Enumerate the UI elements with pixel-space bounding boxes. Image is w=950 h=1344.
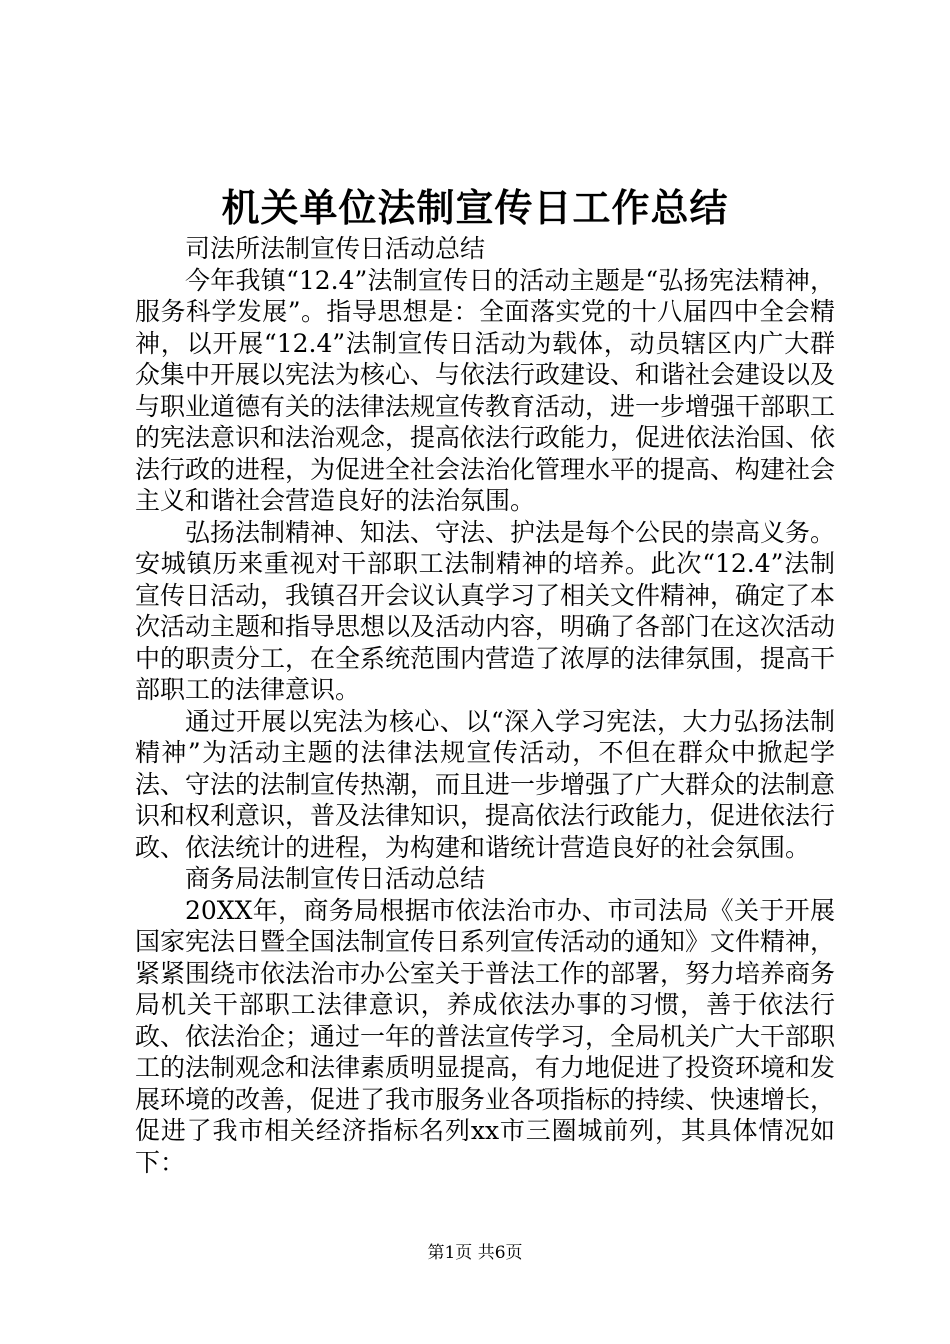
document-title: 机关单位法制宣传日工作总结	[221, 185, 729, 230]
body-paragraph: 通过开展以宪法为核心、以“深入学习宪法，大力弘扬法制精神”为活动主题的法律法规宣传活动，不但在群众中掀起学法、守法的法制宣传热潮，而且进一步增强了广大群众的法制意识和权利意识，普及法律知识，提高依法行政能力，促进依法行政、依法统计的进程，为构建和谐统计营造良好的社会氛围。	[135, 706, 836, 862]
document-body	[135, 233, 835, 1178]
body-paragraph: 20XX年，商务局根据市依法治市办、市司法局《关于开展国家宪法日暨全国法制宣传日系列宣传活动的通知》文件精神，紧紧围绕市依法治市办公室关于普法工作的部署，努力培养商务局机关干部职工法律意识，养成依法办事的习惯，善于依法行政、依法治企；通过一年的普法宣传学习，全局机关广大干部职工的法制观念和法律素质明显提高，有力地促进了投资环境和发展环境的改善，促进了我市服务业各项指标的持续、快速增长，促进了我市相关经济指标名列xx市三圈城前列，其具体情况如下：	[135, 895, 836, 1177]
section-heading: 商务局法制宣传日活动总结	[185, 864, 486, 893]
page-number-footer: 第1页 共6页	[427, 1243, 523, 1263]
body-paragraph: 今年我镇“12.4”法制宣传日的活动主题是“弘扬宪法精神，服务科学发展”。指导思想是：全面落实党的十八届四中全会精神，以开展“12.4”法制宣传日活动为载体，动员辖区内广大群众集中开展以宪法为核心、与依法行政建设、和谐社会建设以及与职业道德有关的法律法规宣传教育活动，进一步增强干部职工的宪法意识和法治观念，提高依法行政能力，促进依法治国、依法行政的进程，为促进全社会法治化管理水平的提高、构建社会主义和谐社会营造良好的法治氛围。	[135, 265, 836, 515]
section-heading: 司法所法制宣传日活动总结	[185, 234, 486, 263]
body-paragraph: 弘扬法制精神、知法、守法、护法是每个公民的崇高义务。安城镇历来重视对干部职工法制精神的培养。此次“12.4”法制宣传日活动，我镇召开会议认真学习了相关文件精神，确定了本次活动主题和指导思想以及活动内容，明确了各部门在这次活动中的职责分工，在全系统范围内营造了浓厚的法律氛围，提高干部职工的法律意识。	[135, 517, 836, 704]
